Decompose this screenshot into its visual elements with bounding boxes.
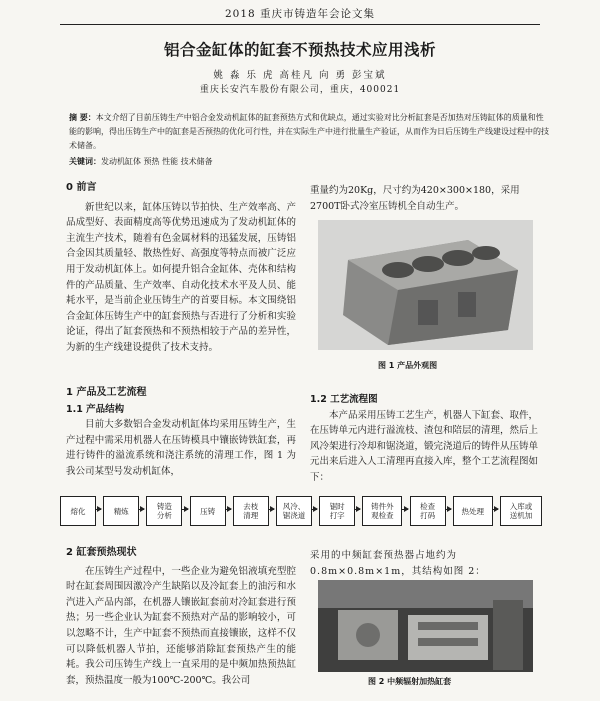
section-2-right-text: 采用的中频缸套预热器占地约为0.8m×0.8m×1m，其结构如图 2：	[310, 550, 486, 577]
flow-arrow	[312, 509, 317, 510]
engine-block-image	[318, 220, 533, 350]
flow-arrow	[139, 509, 144, 510]
flow-arrow	[493, 509, 498, 510]
abstract-text: 本文介绍了目前压铸生产中铝合金发动机缸体的缸套预热方式和优缺点，通过实验对比分析缸套是否加热对压铸缸体的质量和性能的影响，得出压铸生产中的缸套是否预热的优化可行性，并在实际生产中进行批量生产验证，从而作为日后压铸生产线建设过程中的技术储备。	[69, 113, 549, 150]
keywords	[69, 156, 551, 167]
section-0-paragraph: 新世纪以来，缸体压铸以节拍快、生产效率高、产品成型好、表面精度高等优势迅速成为了发动机缸体的主流生产技术，随着有色金属材料的迅猛发展，压铸铝合金因其质量轻、散热性好、高强度等特点而被广泛应用于发动机缸体上。如何提升铝合金缸体、壳体和结构件的产品质量、生产效率、自动化技术水平及人员、能耗水平，是当前企业压铸生产的首要目标。本文围绕铝合金缸体压铸生产中的缸套预热与否进行了分析和实验论证，得出了缸套预热和不预热相较于产品的差异性，为新的生产线建设提供了技术支持。	[66, 201, 296, 353]
flow-arrow	[269, 509, 274, 510]
running-header: 2018 重庆市铸造年会论文集	[60, 6, 540, 25]
section-1-2-title: 1.2 工艺流程图	[310, 394, 378, 405]
figure-1-engine-block	[318, 220, 533, 350]
flow-arrow	[226, 509, 231, 510]
section-0	[66, 180, 296, 356]
figure-1-caption: 图 1 产品外观图	[378, 361, 438, 370]
flow-arrow	[446, 509, 451, 510]
section-1-title: 1 产品及工艺流程	[66, 387, 147, 398]
flow-arrow	[355, 509, 360, 510]
flow-arrow	[182, 509, 187, 510]
section-1	[66, 385, 296, 480]
flow-step-2: 精炼	[103, 496, 139, 526]
flow-arrow	[96, 509, 101, 510]
authors: 姚 淼 乐 虎 高桂凡 向 勇 彭宝斌	[213, 70, 387, 81]
flow-step-9: 检查 打码	[410, 496, 446, 526]
right-intro: 重量约为20Kg，尺寸约为420×300×180，采用2700T卧式冷室压铸机全自动生产。	[310, 185, 520, 212]
flow-step-3: 铸造 分析	[146, 496, 182, 526]
process-flow-chart	[60, 488, 540, 532]
flow-step-7: 锯时 打字	[319, 496, 355, 526]
flow-step-11: 入库或 送机加	[500, 496, 542, 526]
keywords-text: 发动机缸体 预热 性能 技术储备	[101, 157, 213, 166]
section-1-1-title: 1.1 产品结构	[66, 403, 125, 415]
flow-step-8: 铸件外 观检查	[362, 496, 402, 526]
section-2	[66, 545, 296, 688]
section-1-2	[310, 392, 538, 486]
section-1-1-paragraph: 目前大多数铝合金发动机缸体均采用压铸生产，生产过程中需采用机器人在压铸模具中镶嵌铸铁缸套，再进行铸件的溢流系统和浇注系统的清理工作，图 1 为我公司某型号发动机缸体，	[66, 419, 296, 477]
flow-step-6: 风冷、 锯浇道	[276, 496, 312, 526]
abstract-label: 摘 要：	[69, 113, 96, 122]
flow-step-4: 压铸	[190, 496, 226, 526]
paper-title: 铝合金缸体的缸套不预热技术应用浅析	[163, 41, 436, 59]
section-1-2-paragraph: 本产品采用压铸工艺生产，机器人下缸套、取件，在压铸单元内进行溢流枝、渣包和陪层的清理，然后上风冷架进行冷却和锯浇道，锻完浇道后的铸件从压铸单元出来后进入人工清理再直接入库，整个工艺流程图如下：	[310, 409, 539, 483]
figure-2-heater	[318, 580, 533, 672]
section-2-paragraph: 在压铸生产过程中，一些企业为避免铝液填充型腔时在缸套周围因激冷产生缺陷以及冷缸套上的油污和水汽进入产品内部，在机器人镶嵌缸套前对冷缸套进行预热；另一些企业认为缸套不预热对产品的影响较小，可以忽略不计，生产中缸套不预热而直接镶嵌，这样不仅可以降低机器人节拍，还能够消除缸套预热产生的能耗。我公司压铸生产线上一直采用的是中频加热预热缸套，预热温度一般为100℃-200℃。我公司	[66, 565, 296, 686]
figure-2-caption: 图 2 中频辐射加热缸套	[368, 677, 452, 686]
flow-step-5: 去枝 清理	[233, 496, 269, 526]
flow-step-1: 熔化	[60, 496, 96, 526]
affiliation: 重庆长安汽车股份有限公司，重庆，400021	[199, 85, 401, 95]
section-0-title: 0 前言	[66, 182, 97, 193]
flow-step-10: 热处理	[453, 496, 493, 526]
abstract	[69, 111, 551, 153]
section-2-title: 2 缸套预热现状	[66, 547, 137, 558]
flow-arrow	[402, 509, 407, 510]
keywords-label: 关键词：	[69, 157, 101, 166]
heater-image	[318, 580, 533, 672]
